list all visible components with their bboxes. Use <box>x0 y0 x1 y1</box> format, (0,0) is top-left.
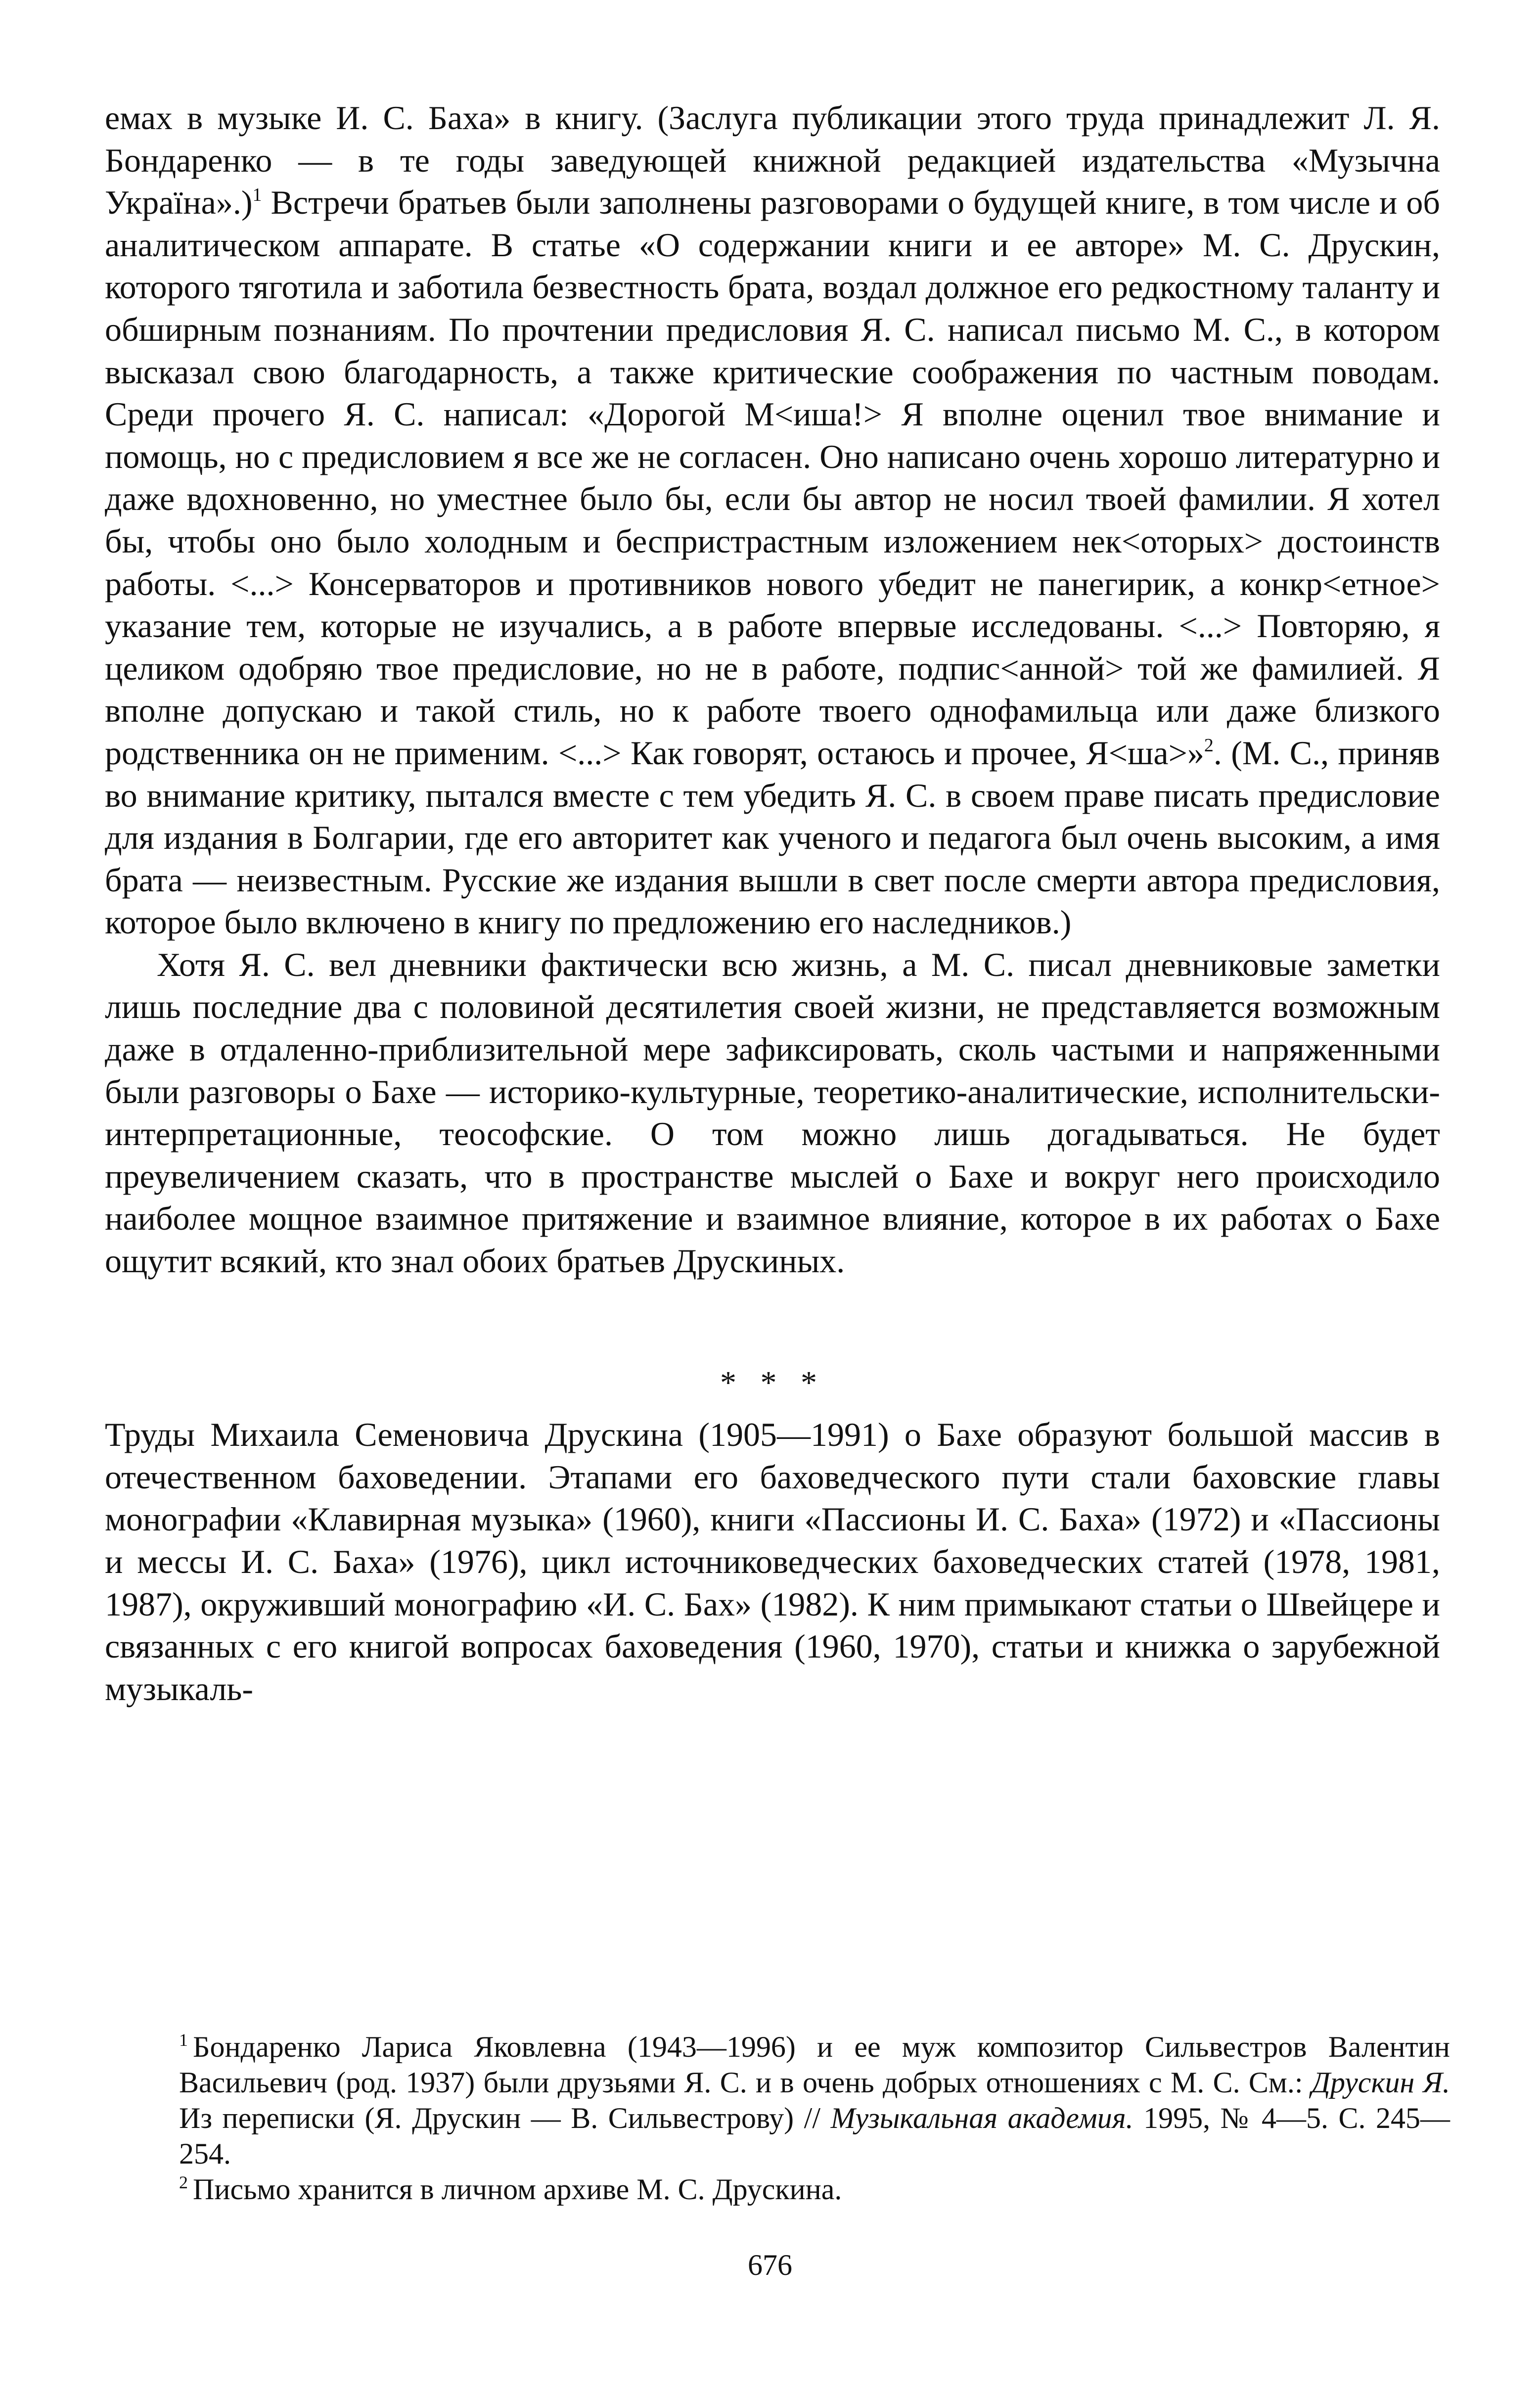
section-separator: * * * <box>720 1364 825 1401</box>
footnote-2 <box>179 2171 1450 2207</box>
paragraph-1 <box>105 97 1440 944</box>
footnote-1-text-b: Из переписки (Я. Друскин — В. Сильвестрову) // <box>179 2102 831 2134</box>
footnote-1-text-a: Бондаренко Лариса Яковлевна (1943—1996) и ее муж композитор Сильвестров Валентин Васильевич (род. 1937) были друзьями Я. С. и в очень добрых отношениях с М. С. См.: <box>179 2031 1450 2099</box>
footnote-1-mark: 1 <box>179 2030 188 2050</box>
main-text <box>105 97 1440 1710</box>
footnote-ref-2: 2 <box>1204 735 1214 756</box>
footnotes <box>105 2029 1450 2207</box>
paragraph-3: Труды Михаила Семеновича Друскина (1905—1991) о Бахе образуют большой массив в отечественном баховедении. Этапами его баховедческого пути стали баховские главы монографии «Клавирная музыка» (1960), книги «Пассионы И. С. Баха» (1972) и «Пассионы и мессы И. С. Баха» (1976), цикл источниковедческих баховедческих статей (1978, 1981, 1987), окруживший монографию «И. С. Бах» (1982). К ним примыкают статьи о Швейцере и связанных с его книгой вопросах баховедения (1960, 1970), статьи и книжка о зарубежной музыкаль- <box>105 1416 1440 1708</box>
paragraph-1-part-b: Встречи братьев были заполнены разговорами о будущей книге, в том числе и об аналитическом аппарате. В статье «О содержании книги и ее авторе» М. С. Друскин, которого тяготила и заботила безвестность брата, воздал должное его редкостному таланту и обширным познаниям. По прочтении предисловия Я. С. написал письмо М. С., в котором высказал свою благодарность, а также критические соображения по частным поводам. Среди прочего Я. С. написал: «Дорогой М<иша!> Я вполне оценил твое внимание и помощь, но с предисловием я все же не согласен. Оно написано очень хорошо литературно и даже вдохновенно, но уместнее было бы, если бы автор не носил твоей фамилии. Я хотел бы, чтобы оно было холодным и беспристрастным изложением нек<оторых> достоинств работы. <...> Консерваторов и противников нового убедит не панегирик, а конкр<етное> указание тем, которые не изучались, а в работе впервые исследованы. <...> Повторяю, я целиком одобряю твое предисловие, но не в работе, подпис<анной> той же фамилией. Я вполне допускаю и такой стиль, но к работе твоего однофамильца или даже близкого родственника он не применим. <...> Как говорят, остаюсь и прочее, Я<ша>» <box>105 184 1440 772</box>
footnote-1-journal: Музыкальная академия. <box>830 2102 1133 2134</box>
footnote-1 <box>179 2029 1450 2171</box>
page-number: 676 <box>748 2249 792 2281</box>
footnote-1-text-c: 1995, № 4—5. С. 245—254. <box>179 2102 1450 2170</box>
footnote-ref-1: 1 <box>252 185 262 206</box>
footnote-2-text: Письмо хранится в личном архиве М. С. Друскина. <box>193 2173 842 2206</box>
footnote-2-mark: 2 <box>179 2172 188 2192</box>
paragraph-1-part-a: емах в музыке И. С. Баха» в книгу. (Заслуга публикации этого труда принадлежит Л. Я. Бондаренко — в те годы заведующей книжной редакцией издательства «Музычна Украïна».) <box>105 99 1440 222</box>
footnote-1-author: Друскин Я. <box>1311 2066 1450 2099</box>
paragraph-1-part-c: . (М. С., приняв во внимание критику, пытался вместе с тем убедить Я. С. в своем праве писать предисловие для издания в Болгарии, где его авторитет как ученого и педагога был очень высоким, а имя брата — неизвестным. Русские же издания вышли в свет после смерти автора предисловия, которое было включено в книгу по предложению его наследников.) <box>105 734 1440 941</box>
paragraph-2: Хотя Я. С. вел дневники фактически всю жизнь, а М. С. писал дневниковые заметки лишь последние два с половиной десятилетия своей жизни, не представляется возможным даже в отдаленно-приблизительной мере зафиксировать, сколь частыми и напряженными были разговоры о Бахе — историко-культурные, теоретико-аналитические, исполнительски-интерпретационные, теософские. О том можно лишь догадываться. Не будет преувеличением сказать, что в пространстве мыслей о Бахе и вокруг него происходило наиболее мощное взаимное притяжение и взаимное влияние, которое в их работах о Бахе ощутит всякий, кто знал обоих братьев Друскиных. <box>105 945 1440 1280</box>
